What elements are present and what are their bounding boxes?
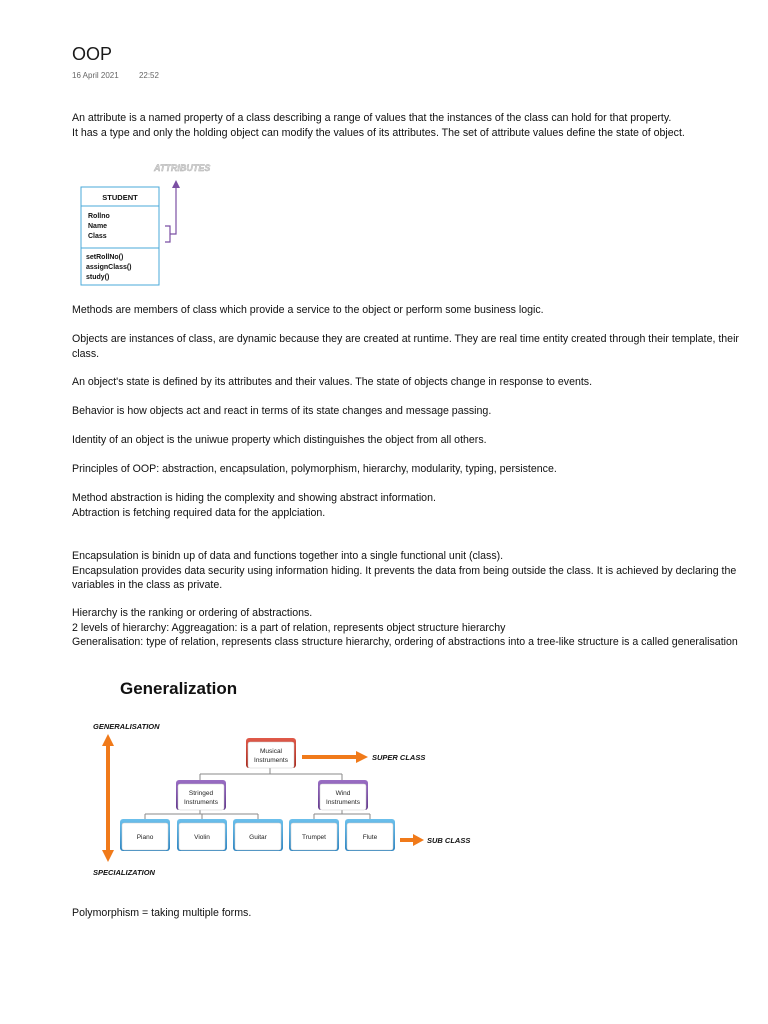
text-line: Principles of OOP: abstraction, encapsulation, polymorphism, hierarchy, modularity, typing, persistence. <box>72 463 557 475</box>
generalization-figure <box>72 672 482 882</box>
svg-text:Instruments: Instruments <box>184 799 218 806</box>
node-trumpet <box>289 819 339 851</box>
sub-class-label: SUB CLASS <box>427 836 471 845</box>
text-line: An object's state is defined by its attributes and their values. The state of objects change in response to events. <box>72 376 593 388</box>
text-line: Encapsulation is binidn up of data and functions together into a single functional unit (class). <box>72 550 504 562</box>
paragraph-objects <box>72 332 756 361</box>
attributes-label: ATTRIBUTES <box>154 163 211 173</box>
paragraph-behavior <box>72 404 756 419</box>
text-line: Identity of an object is the uniwue property which distinguishes the object from all others. <box>72 434 487 446</box>
paragraph-hierarchy <box>72 606 756 650</box>
node-wind-instruments <box>318 780 368 810</box>
text-line: Objects are instances of class, are dynamic because they are created at runtime. They are real time entity created through their template, their class. <box>72 333 739 360</box>
svg-text:Trumpet: Trumpet <box>302 834 326 841</box>
attribute-item: Class <box>88 233 107 240</box>
text-line: Hierarchy is the ranking or ordering of abstractions. <box>72 607 313 619</box>
paragraph-principles <box>72 462 756 477</box>
node-piano <box>120 819 170 851</box>
svg-text:Stringed: Stringed <box>188 790 214 797</box>
svg-text:Violin: Violin <box>194 834 210 841</box>
svg-text:Guitar: Guitar <box>249 834 267 841</box>
method-item: study() <box>86 274 110 281</box>
text-line: Behavior is how objects act and react in terms of its state changes and message passing. <box>72 405 492 417</box>
generalization-title: Generalization <box>120 679 238 698</box>
text-line: Methods are members of class which provide a service to the object or perform some business logic. <box>72 304 544 316</box>
node-guitar <box>233 819 283 851</box>
page-title: OOP <box>72 44 113 64</box>
svg-text:Instruments: Instruments <box>326 799 360 806</box>
text-line: It has a type and only the holding object can modify the values of its attributes. The set of attribute values define the state of object. <box>72 126 685 139</box>
svg-text:Musical: Musical <box>259 748 283 755</box>
paragraph-methods <box>72 303 756 318</box>
paragraph-abstraction <box>72 491 756 520</box>
node-violin <box>177 819 227 851</box>
method-item: assignClass() <box>86 264 132 271</box>
generalisation-label: GENERALISATION <box>93 722 160 731</box>
svg-text:Piano: Piano <box>136 834 154 841</box>
node-stringed-instruments <box>176 780 226 810</box>
super-class-label: SUPER CLASS <box>372 753 426 762</box>
paragraph-encapsulation <box>72 549 756 593</box>
attribute-item: Name <box>88 223 108 230</box>
note-date: 16 April 2021 <box>72 71 119 80</box>
attribute-item: Rollno <box>88 213 110 220</box>
svg-text:Flute: Flute <box>362 834 378 841</box>
method-item: setRollNo() <box>86 254 124 261</box>
svg-text:Wind: Wind <box>335 790 351 797</box>
node-musical-instruments <box>246 738 296 768</box>
paragraph-state <box>72 375 756 390</box>
paragraph-polymorphism <box>72 906 756 921</box>
paragraph-attributes <box>72 111 756 140</box>
text-line: Encapsulation provides data security using information hiding. It prevents the data from being outside the class. It is achieved by declaring the variables in the class as private. <box>72 564 737 592</box>
text-line: Generalisation: type of relation, represents class structure hierarchy, ordering of abstractions into a tree-like structure is a called generalisation <box>72 636 738 649</box>
text-line: Polymorphism = taking multiple forms. <box>72 907 252 919</box>
note-meta <box>72 71 159 80</box>
text-line: 2 levels of hierarchy: Aggreagation: is a part of relation, represents object structure hierarchy <box>72 621 506 634</box>
text-line: Method abstraction is hiding the complexity and showing abstract information. <box>72 492 436 504</box>
text-line: Abtraction is fetching required data for the applciation. <box>72 506 326 519</box>
specialization-label: SPECIALIZATION <box>93 868 155 877</box>
svg-text:Instruments: Instruments <box>254 757 288 764</box>
text-line: An attribute is a named property of a class describing a range of values that the instances of the class can hold for that property. <box>72 112 672 124</box>
node-flute <box>345 819 395 851</box>
paragraph-identity <box>72 433 756 448</box>
note-time: 22:52 <box>138 71 159 80</box>
class-name: STUDENT <box>102 193 138 202</box>
attributes-figure <box>72 154 217 288</box>
